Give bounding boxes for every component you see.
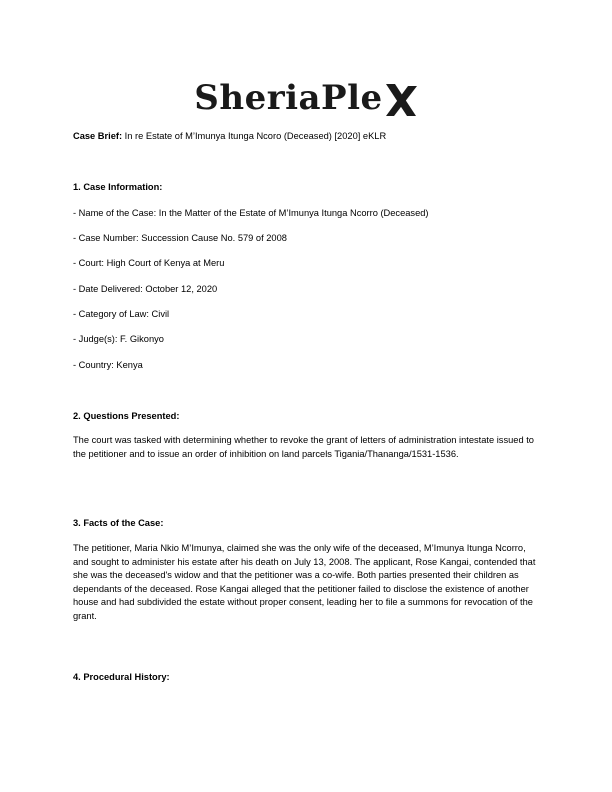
case-info-category: - Category of Law: Civil: [73, 309, 170, 319]
questions-presented-heading: 2. Questions Presented:: [73, 411, 180, 421]
procedural-history-heading: 4. Procedural History:: [73, 672, 170, 682]
case-brief-line: [73, 131, 386, 141]
case-info-country: - Country: Kenya: [73, 360, 143, 370]
case-info-judges: - Judge(s): F. Gikonyo: [73, 334, 164, 344]
case-info-name: - Name of the Case: In the Matter of the Estate of M’Imunya Itunga Ncorro (Deceased): [73, 208, 429, 218]
case-brief-label: Case Brief:: [73, 131, 123, 141]
case-info-court: - Court: High Court of Kenya at Meru: [73, 258, 225, 268]
sheriaplex-logo: [0, 76, 612, 120]
x-mark-icon: [384, 82, 418, 118]
case-info-number: - Case Number: Succession Cause No. 579 of 2008: [73, 233, 287, 243]
case-info-date: - Date Delivered: October 12, 2020: [73, 284, 218, 294]
logo-text: SheriaPle: [194, 78, 383, 118]
case-brief-title: In re Estate of M’Imunya Itunga Ncoro (Deceased) [2020] eKLR: [122, 131, 387, 141]
questions-presented-body: The court was tasked with determining whether to revoke the grant of letters of administration intestate issued to the petitioner and to issue an order of inhibition on land parcels Tigania/Thananga/1531-1536.: [73, 435, 534, 459]
facts-body: The petitioner, Maria Nkio M’Imunya, claimed she was the only wife of the deceased, M’Imunya Itunga Ncorro, and sought to administer his estate after his death on July 13, 2008. The applicant, Rose Kangai, contended that she was the deceased's widow and that the petitioner was a co-wife. Both parties presented their children as dependants of the deceased. Rose Kangai alleged that the petitioner failed to disclose the existence of another house and had subdivided the estate without proper consent, leading her to file a summons for revocation of the grant.: [73, 543, 536, 621]
case-information-heading: 1. Case Information:: [73, 182, 163, 192]
facts-heading: 3. Facts of the Case:: [73, 518, 164, 528]
